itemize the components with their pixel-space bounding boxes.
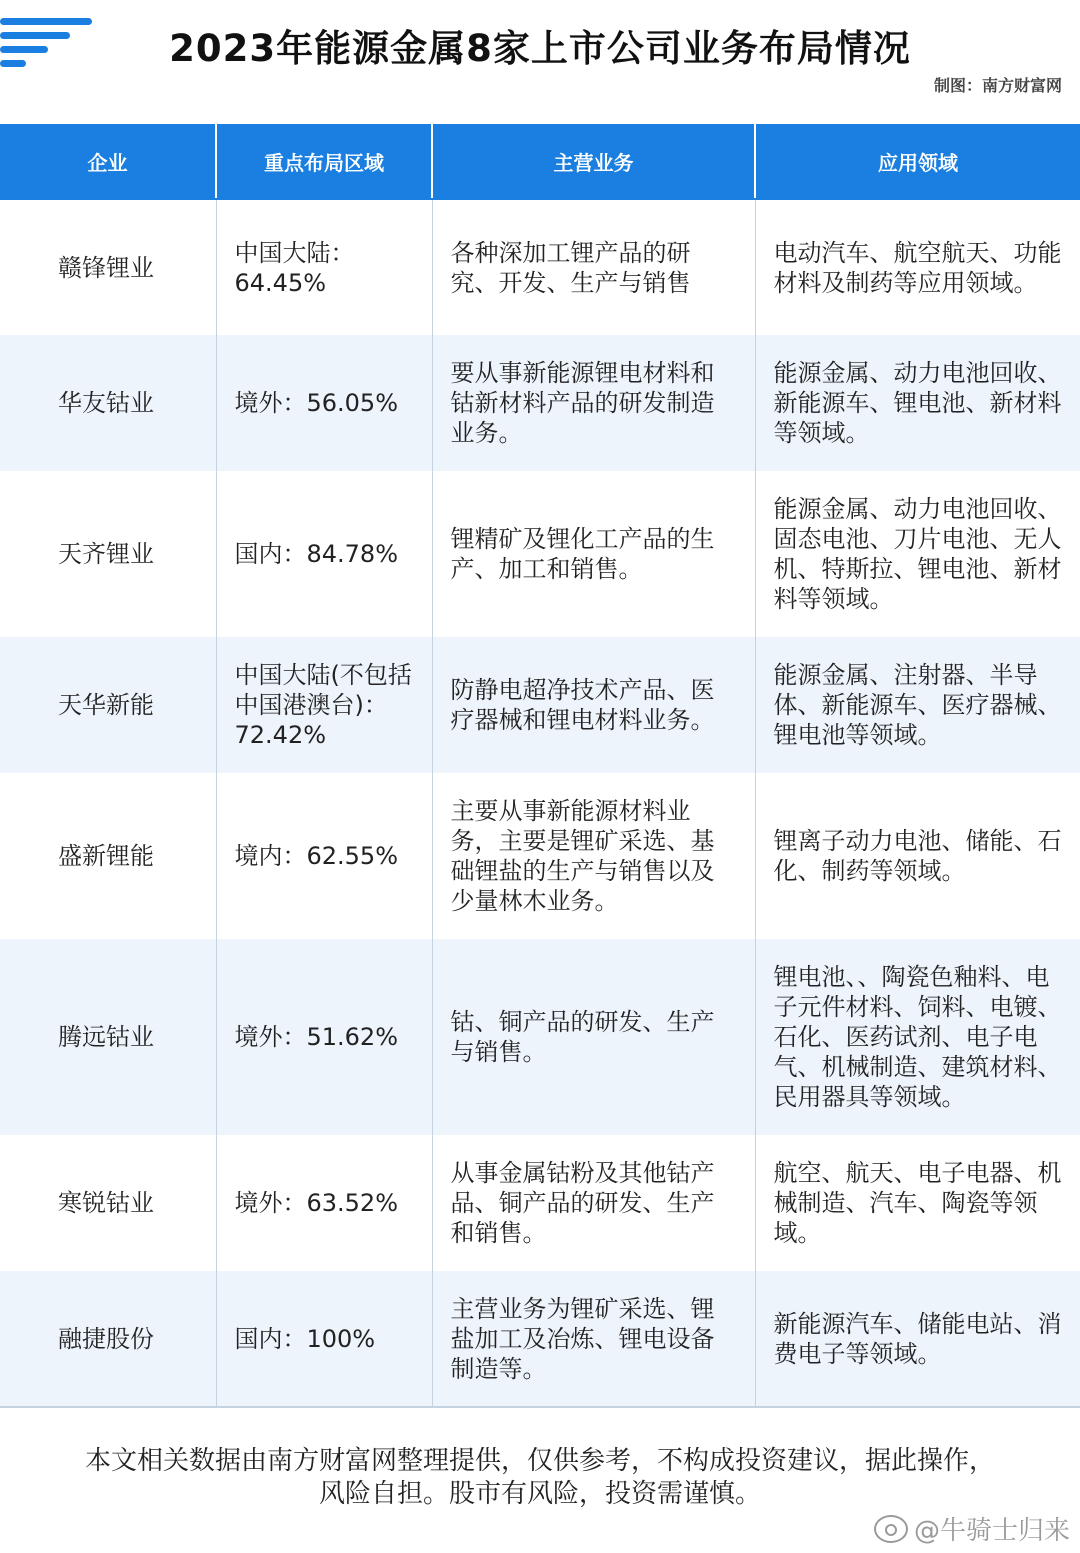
- region-cell: 境外：63.52%: [216, 1135, 432, 1271]
- company-cell: 腾远钴业: [0, 939, 216, 1135]
- region-cell: 境内：62.55%: [216, 773, 432, 939]
- column-header-application: 应用领域: [755, 124, 1080, 199]
- chart-credit: 制图：南方财富网: [933, 76, 1062, 95]
- table-row: [0, 637, 1080, 773]
- column-header-business: 主营业务: [432, 124, 755, 199]
- application-cell: 航空、航天、电子电器、机械制造、汽车、陶瓷等领域。: [755, 1135, 1080, 1271]
- table-header-row: [0, 124, 1080, 199]
- business-cell: 各种深加工锂产品的研究、开发、生产与销售: [432, 199, 755, 335]
- application-cell: 锂电池、、陶瓷色釉料、电子元件材料、饲料、电镀、石化、医药试剂、电子电气、机械制造、建筑材料、民用器具等领域。: [755, 939, 1080, 1135]
- application-cell: 能源金属、动力电池回收、新能源车、锂电池、新材料等领域。: [755, 335, 1080, 471]
- region-cell: 境外：51.62%: [216, 939, 432, 1135]
- application-cell: 能源金属、动力电池回收、固态电池、刀片电池、无人机、特斯拉、锂电池、新材料等领域。: [755, 471, 1080, 637]
- business-cell: 要从事新能源锂电材料和钴新材料产品的研发制造业务。: [432, 335, 755, 471]
- table-row: [0, 1271, 1080, 1407]
- business-cell: 锂精矿及锂化工产品的生产、加工和销售。: [432, 471, 755, 637]
- region-cell: 境外：56.05%: [216, 335, 432, 471]
- business-cell: 从事金属钴粉及其他钴产品、铜产品的研发、生产和销售。: [432, 1135, 755, 1271]
- region-cell: 中国大陆：64.45%: [216, 199, 432, 335]
- disclaimer-note: 本文相关数据由南方财富网整理提供，仅供参考，不构成投资建议，据此操作，风险自担。股市有风险，投资需谨慎。: [84, 1446, 995, 1509]
- business-cell: 防静电超净技术产品、医疗器械和锂电材料业务。: [432, 637, 755, 773]
- application-cell: 锂离子动力电池、储能、石化、制药等领域。: [755, 773, 1080, 939]
- company-cell: 天华新能: [0, 637, 216, 773]
- business-cell: 钴、铜产品的研发、生产与销售。: [432, 939, 755, 1135]
- page-title: 2023年能源金属8家上市公司业务布局情况: [169, 27, 911, 70]
- company-cell: 盛新锂能: [0, 773, 216, 939]
- table-row: [0, 199, 1080, 335]
- business-cell: 主要从事新能源材料业务，主要是锂矿采选、基础锂盐的生产与销售以及少量林木业务。: [432, 773, 755, 939]
- column-header-company: 企业: [0, 124, 216, 199]
- application-cell: 新能源汽车、储能电站、消费电子等领域。: [755, 1271, 1080, 1407]
- table-row: [0, 773, 1080, 939]
- company-cell: 寒锐钴业: [0, 1135, 216, 1271]
- region-cell: 国内：100%: [216, 1271, 432, 1407]
- region-cell: 中国大陆(不包括中国港澳台)：72.42%: [216, 637, 432, 773]
- application-cell: 电动汽车、航空航天、功能材料及制药等应用领域。: [755, 199, 1080, 335]
- table-row: [0, 939, 1080, 1135]
- company-cell: 赣锋锂业: [0, 199, 216, 335]
- application-cell: 能源金属、注射器、半导体、新能源车、医疗器械、锂电池等领域。: [755, 637, 1080, 773]
- table-row: [0, 471, 1080, 637]
- weibo-icon: [874, 1515, 908, 1543]
- weibo-watermark: [874, 1510, 1070, 1547]
- column-header-region: 重点布局区域: [216, 124, 432, 199]
- watermark-text: @牛骑士归来: [913, 1516, 1070, 1546]
- table-row: [0, 1135, 1080, 1271]
- company-cell: 天齐锂业: [0, 471, 216, 637]
- company-cell: 华友钴业: [0, 335, 216, 471]
- company-table: [0, 124, 1080, 1408]
- company-cell: 融捷股份: [0, 1271, 216, 1407]
- business-cell: 主营业务为锂矿采选、锂盐加工及冶炼、锂电设备制造等。: [432, 1271, 755, 1407]
- region-cell: 国内：84.78%: [216, 471, 432, 637]
- table-row: [0, 335, 1080, 471]
